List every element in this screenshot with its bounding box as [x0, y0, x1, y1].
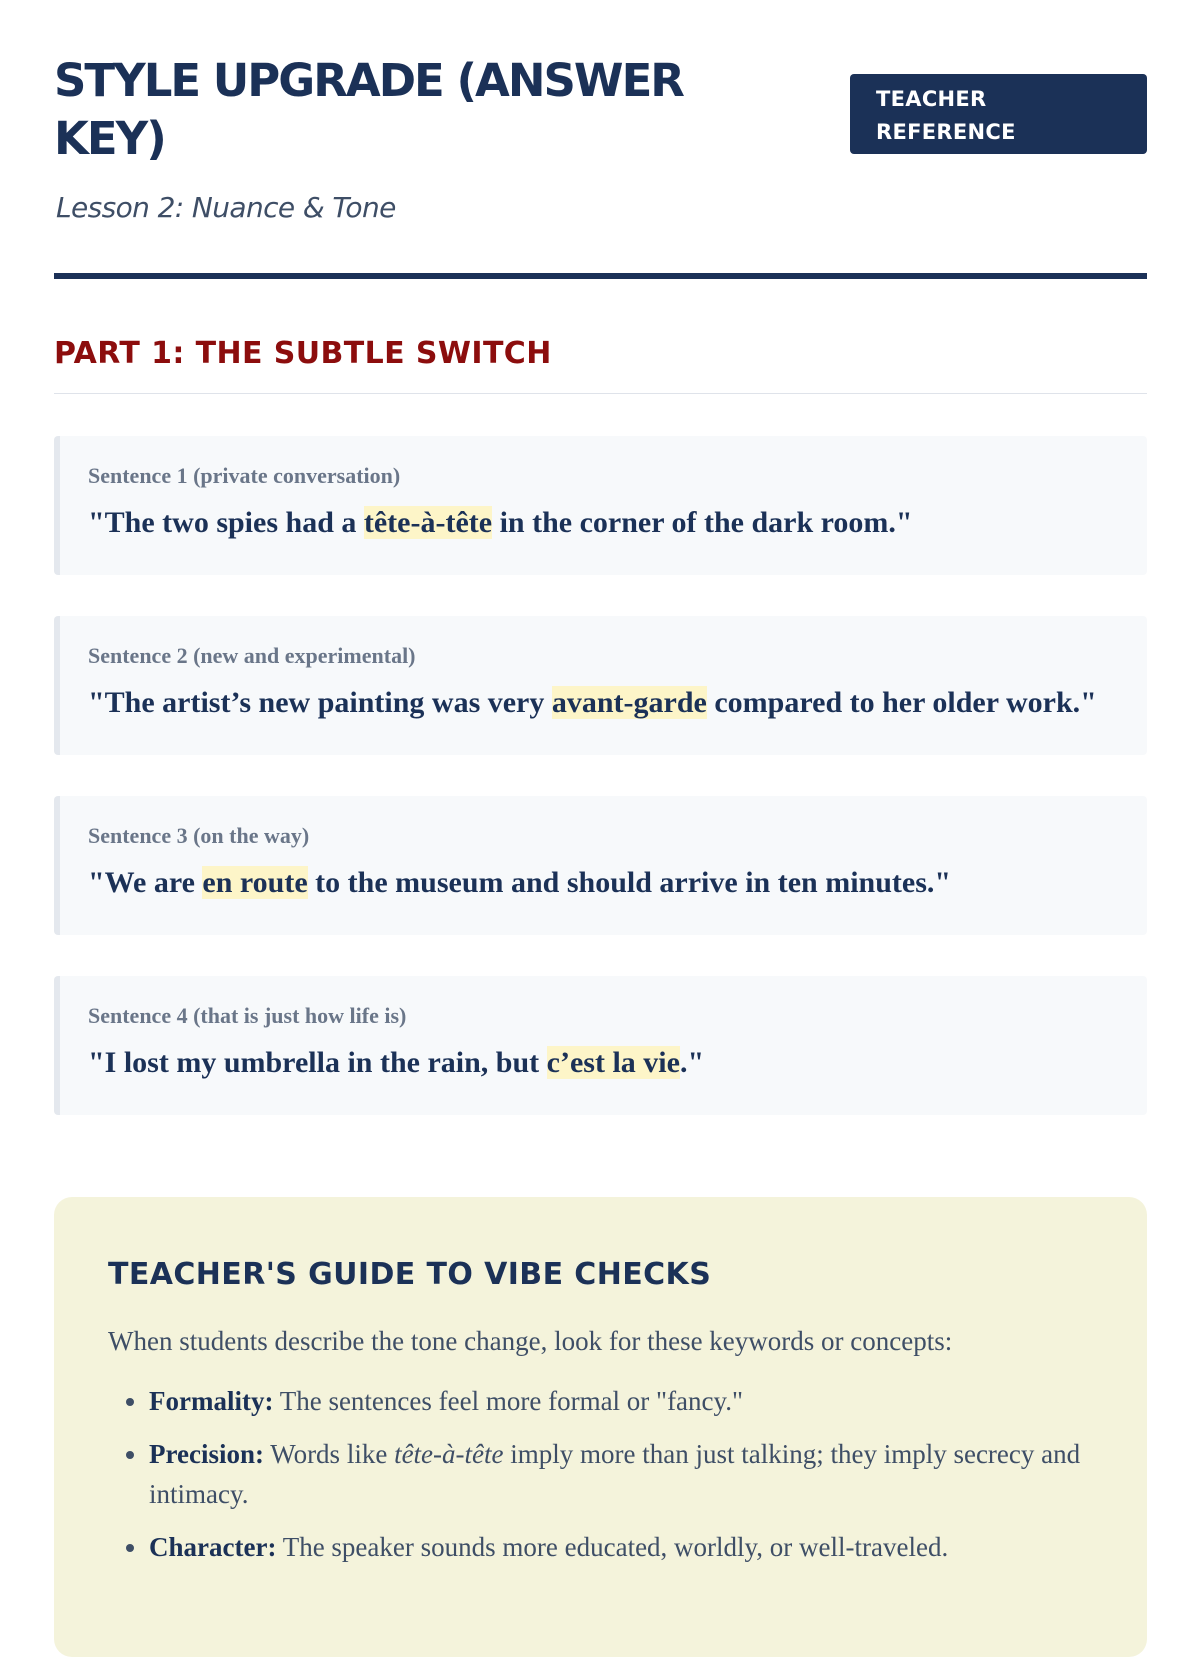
sentence-label: Sentence 3 (on the way): [88, 823, 310, 848]
teacher-reference-badge: [850, 74, 1147, 154]
sentence-before: "I lost my umbrella in the rain, but: [88, 1046, 547, 1079]
sentence-card-4: [54, 976, 1147, 1115]
badge-line-1: TEACHER: [876, 87, 987, 111]
page-title: STYLE UPGRADE (ANSWER KEY): [54, 54, 683, 165]
list-item: [149, 1434, 1093, 1514]
sentence-before: "The artist’s new painting was very: [88, 686, 552, 719]
guide-heading: TEACHER'S GUIDE TO VIBE CHECKS: [108, 1257, 712, 1292]
part-1-heading: PART 1: THE SUBTLE SWITCH: [54, 336, 552, 371]
guide-term: Formality:: [149, 1386, 274, 1416]
list-item: [149, 1527, 1093, 1567]
sentence-after: in the corner of the dark room.": [492, 506, 913, 539]
highlighted-phrase: c’est la vie: [546, 1046, 680, 1079]
part-1-divider: [54, 393, 1147, 394]
guide-intro: When students describe the tone change, look for these keywords or concepts:: [108, 1326, 953, 1356]
sentence-text: [88, 686, 1147, 720]
sentence-card-2: [54, 616, 1147, 755]
sentence-label: Sentence 1 (private conversation): [88, 463, 401, 488]
guide-text: The speaker sounds more educated, worldly, or well-traveled.: [276, 1532, 949, 1562]
sentence-label: Sentence 2 (new and experimental): [88, 643, 416, 668]
sentence-card-3: [54, 796, 1147, 935]
sentence-before: "The two spies had a: [88, 506, 364, 539]
badge-line-2: REFERENCE: [876, 120, 1016, 144]
guide-text: The sentences feel more formal or "fancy.": [273, 1386, 744, 1416]
list-item: [149, 1381, 1093, 1421]
guide-term: Precision:: [149, 1439, 264, 1469]
lesson-subtitle: Lesson 2: Nuance & Tone: [56, 191, 396, 224]
guide-italic-term: tête-à-tête: [394, 1439, 504, 1469]
sentence-card-1: [54, 436, 1147, 575]
sentence-text: [88, 1046, 1147, 1080]
guide-term: Character:: [149, 1532, 277, 1562]
worksheet-page: [54, 0, 1147, 1562]
highlighted-phrase: tête-à-tête: [363, 506, 493, 539]
teacher-guide-box: [54, 1197, 1147, 1657]
highlighted-phrase: en route: [202, 866, 308, 899]
guide-text: Words like: [263, 1439, 395, 1469]
sentence-before: "We are: [88, 866, 203, 899]
sentence-after: to the museum and should arrive in ten minutes.": [307, 866, 952, 899]
highlighted-phrase: avant-garde: [551, 686, 707, 719]
sentence-list: [54, 436, 1147, 1156]
sentence-after: .": [679, 1046, 705, 1079]
page-header: [54, 0, 1147, 276]
guide-list: [108, 1381, 1093, 1567]
sentence-after: compared to her older work.": [706, 686, 1097, 719]
sentence-label: Sentence 4 (that is just how life is): [88, 1003, 407, 1028]
sentence-text: [88, 506, 1147, 540]
sentence-text: [88, 866, 1147, 900]
header-divider: [54, 273, 1147, 279]
guide-text: imply more than just talking; they imply secrecy and intimacy.: [149, 1439, 1081, 1509]
